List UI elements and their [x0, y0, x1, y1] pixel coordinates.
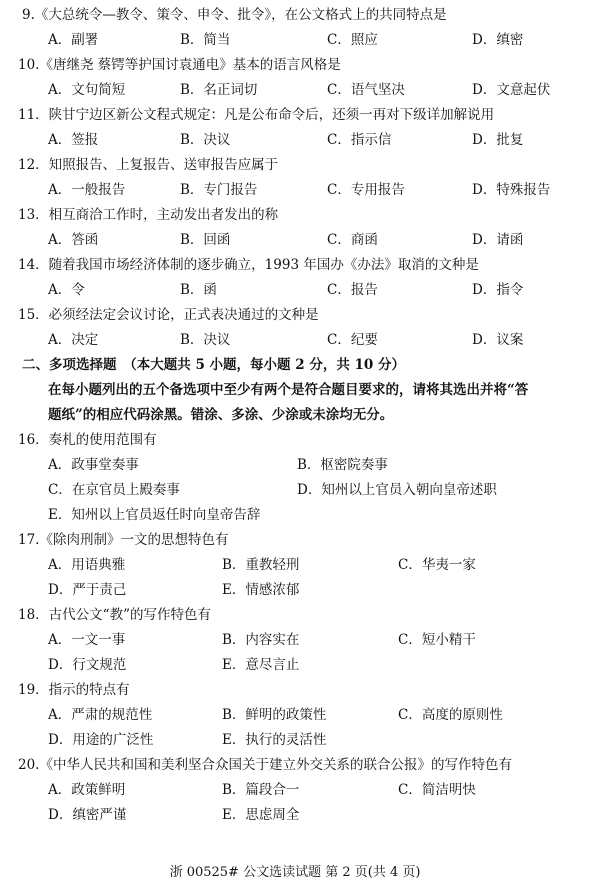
option-d: D．严于责己 [48, 582, 127, 598]
option-d: D．缜密 [472, 32, 524, 48]
option-c: C．高度的原则性 [398, 707, 503, 723]
option-c: C．在京官员上殿奏事 [48, 482, 180, 498]
option-d: D．指令 [472, 282, 524, 298]
option-e: E．知州以上官员返任时向皇帝告辞 [48, 507, 261, 523]
option-d: D．用途的广泛性 [48, 732, 154, 748]
option-b: B．专门报告 [180, 182, 258, 198]
option-a: A．令 [48, 282, 85, 298]
question-stem: 15．必须经法定会议讨论，正式表决通过的文种是 [18, 307, 319, 323]
option-d: D．缜密严谨 [48, 807, 127, 823]
option-b: B．简当 [180, 32, 231, 48]
option-b: B．决议 [180, 132, 231, 148]
option-c: C．纪要 [327, 332, 378, 348]
option-b: B．枢密院奏事 [297, 457, 388, 473]
question-stem: 9.《大总统令—教令、策令、申令、批令》，在公文格式上的共同特点是 [22, 7, 447, 23]
question-stem: 19．指示的特点有 [18, 682, 130, 698]
option-a: A．严肃的规范性 [48, 707, 153, 723]
option-c: C．短小精干 [398, 632, 476, 648]
option-c: C．商函 [327, 232, 378, 248]
option-a: A．决定 [48, 332, 99, 348]
option-c: C．华夷一家 [398, 557, 476, 573]
option-e: E．意尽言止 [222, 657, 300, 673]
option-c: C．报告 [327, 282, 378, 298]
option-c: C．简洁明快 [398, 782, 476, 798]
question-stem: 11．陕甘宁边区新公文程式规定：凡是公布命令后，还须一再对下级详加解说用 [18, 107, 495, 123]
option-a: A．一般报告 [48, 182, 126, 198]
option-a: A．文句简短 [48, 82, 126, 98]
option-c: C．照应 [327, 32, 378, 48]
option-b: B．决议 [180, 332, 231, 348]
option-c: C．指示信 [327, 132, 392, 148]
option-a: A．答函 [48, 232, 99, 248]
option-b: B．回函 [180, 232, 231, 248]
option-b: B．鲜明的政策性 [222, 707, 327, 723]
question-stem: 16．奏札的使用范围有 [18, 432, 157, 448]
question-stem: 12．知照报告、上复报告、送审报告应属于 [18, 157, 279, 173]
section-instruction: 题纸”的相应代码涂黑。错涂、多涂、少涂或未涂均无分。 [48, 407, 394, 423]
option-e: E．执行的灵活性 [222, 732, 327, 748]
option-b: B．重教轻刑 [222, 557, 300, 573]
option-d: D．请函 [472, 232, 524, 248]
option-e: E．思虑周全 [222, 807, 300, 823]
option-e: E．情感浓郁 [222, 582, 300, 598]
option-b: B．篇段合一 [222, 782, 300, 798]
option-a: A．用语典雅 [48, 557, 126, 573]
option-d: D．批复 [472, 132, 524, 148]
option-b: B．名正词切 [180, 82, 258, 98]
section-title: 二、多项选择题 （本大题共 5 小题，每小题 2 分，共 10 分） [22, 357, 406, 373]
option-d: D．行文规范 [48, 657, 127, 673]
question-stem: 13．相互商洽工作时，主动发出者发出的称 [18, 207, 279, 223]
option-a: A．政策鲜明 [48, 782, 126, 798]
option-d: D．特殊报告 [472, 182, 551, 198]
page-footer: 浙 00525# 公文选读试题 第 2 页(共 4 页) [169, 865, 421, 880]
question-stem: 17.《除肉刑制》一文的思想特色有 [18, 532, 229, 548]
option-d: D．知州以上官员入朝向皇帝述职 [297, 482, 497, 498]
option-d: D．文意起伏 [472, 82, 551, 98]
question-stem: 10.《唐继尧 蔡锷等护国讨袁通电》基本的语言风格是 [18, 57, 341, 73]
option-b: B．内容实在 [222, 632, 300, 648]
option-b: B．函 [180, 282, 217, 298]
option-c: C．专用报告 [327, 182, 405, 198]
section-instruction: 在每小题列出的五个备选项中至少有两个是符合题目要求的，请将其选出并将“答 [48, 382, 529, 398]
question-stem: 14．随着我国市场经济体制的逐步确立，1993 年国办《办法》取消的文种是 [18, 257, 479, 273]
option-a: A．一文一事 [48, 632, 126, 648]
option-a: A．政事堂奏事 [48, 457, 139, 473]
option-a: A．签报 [48, 132, 99, 148]
option-c: C．语气坚决 [327, 82, 405, 98]
question-stem: 18．古代公文“教”的写作特色有 [18, 607, 211, 623]
option-d: D．议案 [472, 332, 524, 348]
question-stem: 20.《中华人民共和国和美利坚合众国关于建立外交关系的联合公报》的写作特色有 [18, 757, 512, 773]
option-a: A．副署 [48, 32, 99, 48]
